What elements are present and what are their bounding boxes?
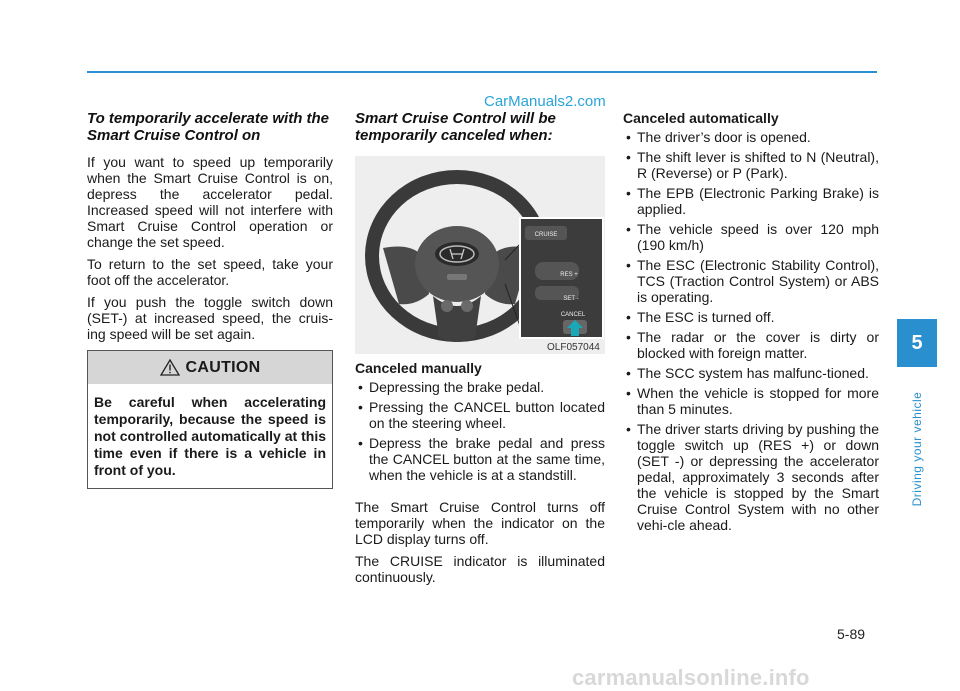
list-item: • Pressing the CANCEL button located on the steering wheel. — [355, 399, 605, 431]
caution-title: CAUTION — [185, 358, 261, 376]
chapter-tab[interactable]: 5 — [897, 319, 937, 367]
header-rule — [87, 71, 877, 73]
chapter-title: Driving your vehicle — [910, 391, 924, 507]
warning-triangle-icon — [160, 359, 180, 376]
list-item: • Depress the brake pedal and press the CANCEL button at the same time, when the vehicle is at a standstill. — [355, 435, 605, 483]
res-label: RES + — [560, 272, 578, 278]
caution-box — [87, 350, 333, 489]
list-item: • The ESC (Electronic Stability Control), TCS (Traction Control System) or ABS is operating. — [623, 257, 879, 305]
figure-code: OLF057044 — [547, 342, 600, 353]
auto-cancel-list — [623, 129, 879, 533]
section-heading-accelerate: To temporarily accelerate with the Smart Cruise Control on — [87, 110, 330, 144]
column-3 — [623, 110, 879, 537]
cruise-button-label: CRUISE — [534, 232, 558, 238]
list-item: • The radar or the cover is dirty or blocked with foreign matter. — [623, 329, 879, 361]
paragraph: If you want to speed up temporarily when the Smart Cruise Control is on, depress the accelerator pedal. Increased speed will not interfere with Smart Cruise Control operation or change the set speed. — [87, 154, 333, 250]
list-item: • The ESC is turned off. — [623, 309, 879, 325]
paragraph: To return to the set speed, take your foot off the accelerator. — [87, 256, 333, 288]
set-label: SET - — [563, 296, 579, 302]
steering-wheel-figure — [355, 156, 605, 354]
column-2-lower — [355, 360, 605, 591]
list-item: • The driver’s door is opened. — [623, 129, 879, 145]
cancel-label: CANCEL — [560, 312, 586, 318]
chapter-title-vertical — [897, 378, 937, 520]
manual-cancel-list — [355, 379, 605, 483]
caution-header — [88, 351, 332, 384]
list-item: • The vehicle speed is over 120 mph (190 km/h) — [623, 221, 879, 253]
list-item: • The SCC system has malfunc-tioned. — [623, 365, 879, 381]
list-item: • The driver starts driving by pushing the toggle switch up (RES +) or down (SET -) or depressing the accelerator pedal, approximately 3 seconds after the vehicle is stopped by the Smart Cruise Control System with no other vehi-cle ahead. — [623, 421, 879, 533]
list-item: • The shift lever is shifted to N (Neutral), R (Reverse) or P (Park). — [623, 149, 879, 181]
paragraph: If you push the toggle switch down (SET-) at increased speed, the cruis-ing speed will be set again. — [87, 294, 333, 342]
column-1 — [87, 110, 333, 348]
subheading-canceled-manually: Canceled manually — [355, 360, 482, 376]
paragraph: The CRUISE indicator is illuminated continuously. — [355, 553, 605, 585]
list-item: • The EPB (Electronic Parking Brake) is applied. — [623, 185, 879, 217]
paragraph: The Smart Cruise Control turns off temporarily when the indicator on the LCD display turns off. — [355, 499, 605, 547]
watermark-bottom[interactable]: carmanualsonline.info — [572, 665, 810, 690]
column-2 — [355, 110, 605, 154]
subheading-canceled-automatically: Canceled automatically — [623, 110, 779, 126]
watermark-top[interactable]: CarManuals2.com — [484, 93, 606, 110]
list-item: • When the vehicle is stopped for more than 5 minutes. — [623, 385, 879, 417]
steering-wheel-illustration — [355, 156, 605, 354]
caution-text: Be careful when accelerating temporarily, because the speed is not controlled automatically at this time even if there is a vehicle in front of you. — [94, 394, 326, 478]
section-heading-canceled: Smart Cruise Control will be temporarily canceled when: — [355, 110, 556, 144]
list-item: • Depressing the brake pedal. — [355, 379, 605, 395]
page-number: 5-89 — [837, 626, 866, 642]
